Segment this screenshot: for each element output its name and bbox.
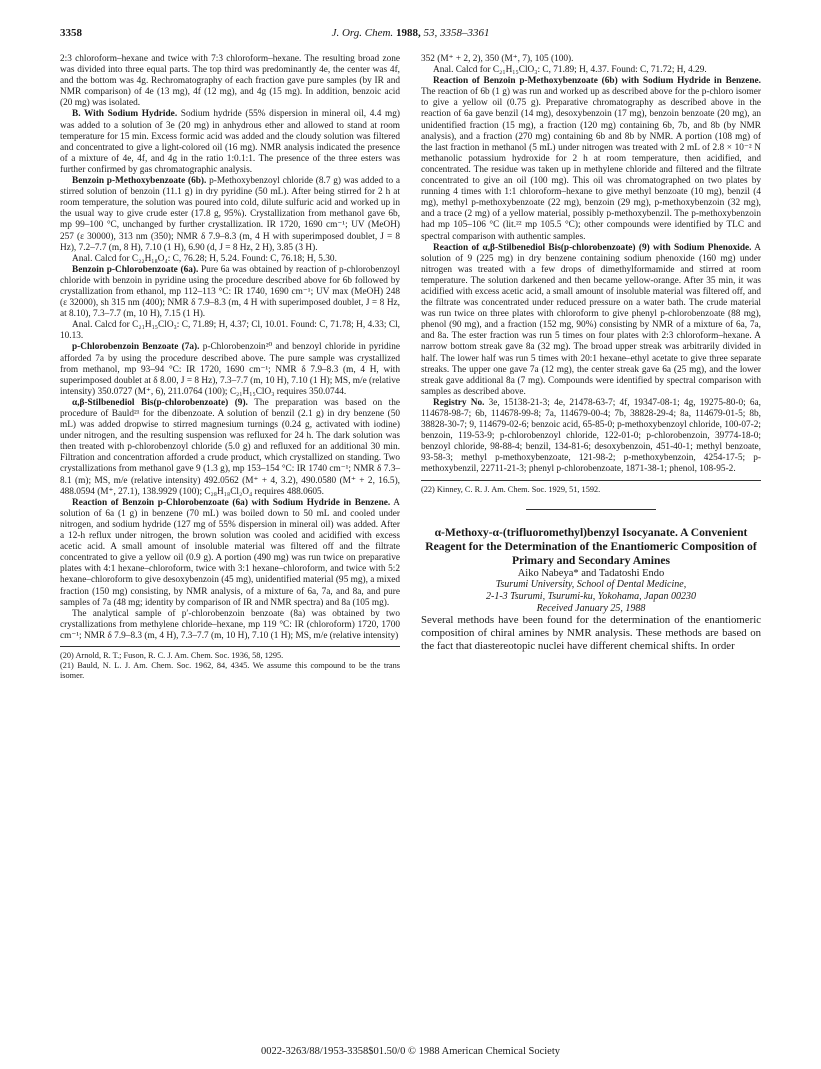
paragraph — [60, 398, 400, 498]
article-title: α-Methoxy-α-(trifluoromethyl)benzyl Isocyanate. A Convenient Reagent for the Determination of the Enantiomeric Composition of Primary and Secondary Amines — [425, 525, 757, 567]
article-separator — [526, 509, 656, 510]
paragraph-text: p-Methoxybenzoyl chloride (8.7 g) was added to a stirred solution of benzoin (11.1 g) in dry pyridine (50 mL). After being stirred for 2 h at room temperature, the solution was poured into cold, dilute sulfuric acid and worked up in the usual way to give crude ester (17.8 g, 95%). Crystallization from methanol gave 6b, mp 99–100 °C, unchanged by further crystallization. IR 1720, 1690 cm⁻¹; UV (MeOH) 257 (ε 30000), 313 nm (350); NMR δ 7.9–8.3 (m, 4 H with superimposed doublet, J = 8 Hz), 7.2–7.7 (m, 8 H), 7.10 (1 H), 6.90 (d, J = 8 Hz, 2 H), 3.85 (3 H). — [60, 176, 400, 253]
paragraph — [60, 265, 400, 320]
section-heading: p-Chlorobenzoin Benzoate (7a). — [72, 342, 200, 353]
article-authors: Aiko Nabeya* and Tadatoshi Endo — [517, 567, 665, 579]
paragraph-text: The reaction of 6b (1 g) was run and worked up as described above for the p-chloro isomer to give a yellow oil (0.75 g). Preparative chromatography as described above in the reaction of 6a gave benzil (14 mg), desoxybenzoin (17 mg), benzoin benzoate (20 mg), an unidentified fraction (15 mg), a fraction (120 mg) containing 6b, 7b, and 8b (by NMR analysis), and a fraction (270 mg) containing 6b and 8b by NMR. A portion (108 mg) of the last fraction in methanol (5 mL) under nitrogen was treated with 2 mL of 2.8 × 10⁻² N methanolic potassium hydroxide for 2 h at room temperature, then acidified, and concentrated. The residue was taken up in methylene chloride and filtered and the filtrate concentrated to give an oil (100 mg). This oil was chromatographed on two plates by running 4 times with 1:1 chloroform–hexane to give methyl benzoate (10 mg), benzil (4 mg), methyl p-methoxybenzoate (22 mg), benzoin (29 mg), p-methoxybenzoin (32 mg), and a trace (2 mg) of a yellow material, possibly p-methoxybenzil. The p-methoxybenzoin had mp 105–106 °C (lit.²² mp 105.5 °C); other compounds were identified by TLC and spectral comparison with authentic samples. — [421, 87, 761, 242]
paragraph: The analytical sample of p′-chlorobenzoin benzoate (8a) was obtained by two crystallizations from methylene chloride–hexane, mp 119 °C: IR (chloroform) 1720, 1700 cm⁻¹; NMR δ 7.9–8.3 (m, 4 H), 7.3–7.7 (m, 10 H), 7.10 (1 H); MS, m/e (relative intensity) — [60, 608, 400, 641]
right-column — [421, 54, 761, 653]
paragraph: 2:3 chloroform–hexane and twice with 7:3 chloroform–hexane. The resulting broad zone was divided into three equal parts. The top third was predominantly 4e, the center was 4f, and the bottom was 4g. Rechromatography of each fraction gave pure samples (by IR and NMR comparison) of 4e (13 mg), 4f (12 mg), and 4g (15 mg). In addition, benzoic acid (20 mg) was isolated. — [60, 54, 400, 109]
paragraph-text: p-Chlorobenzoin²⁰ and benzoyl chloride in pyridine afforded 7a by using the procedure described above. The pure sample was crystallized from methanol, mp 93–94 °C: IR 1720, 1690 cm⁻¹; NMR δ 7.9–8.3 (m, 4 H, with superimposed doublet at δ 8.00, J = 8 Hz), 7.3–7.7 (m, 10 H), 7.10 (1 H); MS, m/e (relative intensity) 350.0727 (M⁺, 6), 211.0764 (100); C₂₁H₁₅ClO₃ requires 350.0744. — [60, 342, 400, 397]
section-heading: B. With Sodium Hydride. — [72, 109, 178, 120]
left-column — [60, 54, 400, 681]
section-heading: α,β-Stilbenediol Bis(p-chlorobenzoate) (9). — [72, 397, 248, 408]
journal-citation — [60, 27, 761, 39]
paragraph — [60, 109, 400, 176]
paragraph-text: A solution of 9 (225 mg) in dry benzene containing sodium phenoxide (160 mg) under nitrogen was treated with a few drops of dimethylformamide and stirred at room temperature. The solution darkened and then became yellow-orange. After 35 min, it was acidified with excess acetic acid, a small amount of insoluble material was filtered off, and the filtrate was concentrated under reduced pressure on a water bath. The crude material was run twice on three plates with chloroform to give phenyl p-chlorobenzoate (88 mg), phenol (90 mg), and a fraction (152 mg, 90%) consisting by NMR of a mixture of 6a, 7a, and 8a. The ester fraction was run 5 times on four plates with 2:3 chloroform–hexane. A narrow bottom streak gave 8a (32 mg). The broad upper streak was arbitrarily divided in half. The lower half was run 5 times with 20:1 hexane–ethyl acetate to give three separate streaks. The upper one gave 7a (12 mg), the center streak gave 6a (25 mg), and the lower streak gave additional 8a (7 mg). Compounds were identified by spectral comparison with samples as described above. — [421, 242, 761, 397]
page-footer: 0022-3263/88/1953-3358$01.50/0 © 1988 American Chemical Society — [260, 1046, 561, 1057]
registry-heading: Registry No. — [433, 397, 485, 408]
journal-pages: 3358–3361 — [439, 27, 490, 39]
paragraph — [60, 342, 400, 397]
section-heading: Reaction of Benzoin p-Methoxybenzoate (6b) with Sodium Hydride in Benzene. — [433, 76, 761, 87]
page-header — [60, 27, 761, 43]
registry-text: 3e, 15138-21-3; 4e, 21478-63-7; 4f, 19347-08-1; 4g, 19275-80-0; 6a, 114678-98-7; 6b, 114678-99-8; 7a, 114679-00-4; 7b, 38828-29-4; 8a, 114679-01-5; 8b, 38828-30-7; 9, 114679-02-6; benzoic acid, 65-85-0; p-methoxybenzoyl chloride, 100-07-2; benzoin, 119-53-9; p-chlorobenzoyl chloride, 122-01-0; p-chlorobenzoin, 39774-18-0; benzoyl chloride, 98-88-4; benzil, 134-81-6; desoxybenzoin, 451-40-1; methyl benzoate, 93-58-3; methyl p-methoxybenzoate, 121-98-2; p-methoxybenzoin, 4254-17-5; p-methoxybenzil, 22711-21-3; phenyl p-chlorobenzoate, 1871-38-1; phenol, 108-95-2. — [421, 397, 761, 475]
paragraph-text: Sodium hydride (55% dispersion in mineral oil, 4.4 mg) was added to a solution of 3e (20 mg) in anhydrous ether and allowed to stand at room temperature for 15 min. Excess formic acid was added and the cloudy solution was filtered and concentrated to give a light-colored oil (16 mg). NMR analysis indicated the presence of a mixture of 4e, 4f, and 4g in the ratio 1:0.1:1. The presence of the three esters was further confirmed by gas chromatographic analysis. — [60, 109, 400, 175]
footnote: (20) Arnold, R. T.; Fuson, R. C. J. Am. Chem. Soc. 1936, 58, 1295. — [60, 650, 284, 660]
article-affiliation: Tsurumi University, School of Dental Medicine, — [495, 578, 687, 590]
paragraph — [421, 76, 761, 242]
paragraph — [421, 398, 761, 476]
footnote: (22) Kinney, C. R. J. Am. Chem. Soc. 1929, 51, 1592. — [421, 484, 601, 494]
footnote: (21) Bauld, N. L. J. Am. Chem. Soc. 1962, 84, 4345. We assume this compound to be the trans isomer. — [60, 660, 400, 680]
paragraph — [60, 176, 400, 254]
section-heading: Benzoin p-Chlorobenzoate (6a). — [72, 264, 199, 275]
paragraph: Anal. Calcd for C₂₂H₁₈O₄: C, 76.28; H, 5.24. Found: C, 76.18; H, 5.30. — [72, 253, 337, 264]
footnote-rule — [421, 480, 761, 481]
paragraph-text: Pure 6a was obtained by reaction of p-chlorobenzoyl chloride with benzoin in pyridine using the procedure described above for 6b followed by crystallization from ethanol, mp 112–113 °C: IR 1740, 1690 cm⁻¹; UV max (MeOH) 248 (ε 32000), sh 315 nm (400); NMR δ 7.9–8.3 (m, 4 H with superimposed doublet, J = 8 Hz, at 8.10), 7.3–7.7 (m, 10 H), 7.15 (1 H). — [60, 264, 400, 320]
paragraph: Anal. Calcd for C₂₁H₁₅ClO₃: C, 71.89; H, 4.37. Found: C, 71.72; H, 4.29. — [433, 65, 707, 76]
footnote-rule — [60, 646, 400, 647]
journal-volume: 53, — [423, 27, 438, 39]
journal-year: 1988, — [395, 27, 421, 39]
article-body: Several methods have been found for the determination of the enantiomeric composition of chiral amines by NMR analysis. These methods are based on the fact that diastereotopic nuclei have different chemical shifts. In order — [421, 613, 761, 652]
received-date: Received January 25, 1988 — [536, 602, 646, 614]
page-number: 3358 — [60, 27, 82, 39]
paragraph — [421, 243, 761, 398]
paragraph: Anal. Calcd for C₂₁H₁₅ClO₃: C, 71.89; H, 4.37; Cl, 10.01. Found: C, 71.78; H, 4.33; Cl, 10.13. — [60, 320, 400, 342]
paragraph-text: The preparation was based on the procedure of Bauld²¹ for the dibenzoate. A solution of benzil (2.1 g) in dry benzene (50 mL) was added dropwise to stirred magnesium turnings (0.24 g, activated with iodine) under nitrogen, and the resulting suspension was refluxed for 24 h. The dark solution was then treated with p-chlorobenzoyl chloride (5.0 g) and refluxed for an additional 30 min. Filtration and concentration afforded a crude product, which crystallized on standing. Two crystallizations from methanol gave 9 (1.3 g), mp 153–154 °C: IR 1740 cm⁻¹; NMR δ 7.3–8.1 (m); MS, m/e (relative intensity) 492.0562 (M⁺ + 4, 3.2), 490.0580 (M⁺ + 2, 16.5), 488.0594 (M⁺, 27.1), 138.9929 (100); C₂₈H₁₈Cl₂O₄ requires 488.0605. — [60, 397, 400, 497]
paragraph: 352 (M⁺ + 2, 2), 350 (M⁺, 7), 105 (100). — [421, 54, 574, 64]
journal-name: J. Org. Chem. — [331, 27, 394, 39]
section-heading: Benzoin p-Methoxybenzoate (6b). — [72, 176, 207, 187]
paragraph-text: A solution of 6a (1 g) in benzene (70 mL) was boiled down to 50 mL and cooled under nitrogen, and sodium hydride (127 mg of 55% dispersion in mineral oil) was added. After a 12-h reflux under nitrogen, the brown solution was cooled and acidified with excess acetic acid. A small amount of insoluble material was filtered off and the filtrate concentrated to give a yellow oil (0.9 g). A portion (490 mg) was run twice on preparative plates with 4:1 hexane–chloroform, twice with 3:1 hexane–chloroform, and twice with 5:2 hexane–chloroform to give desoxybenzoin (45 mg), unidentified material (95 mg), a mixed fraction (150 mg) consisting, by NMR analysis, of a mixture of 6a, 7a, and 8a, and pure samples of 7a (48 mg; identity by comparison of IR and NMR spectra) and 8a (105 mg). — [60, 497, 400, 608]
section-heading: Reaction of Benzoin p-Chlorobenzoate (6a) with Sodium Hydride in Benzene. — [72, 497, 391, 508]
section-heading: Reaction of α,β-Stilbenediol Bis(p-chlorobenzoate) (9) with Sodium Phenoxide. — [433, 242, 752, 253]
paragraph — [60, 498, 400, 609]
article-address: 2-1-3 Tsurumi, Tsurumi-ku, Yokohama, Japan 00230 — [485, 590, 697, 602]
